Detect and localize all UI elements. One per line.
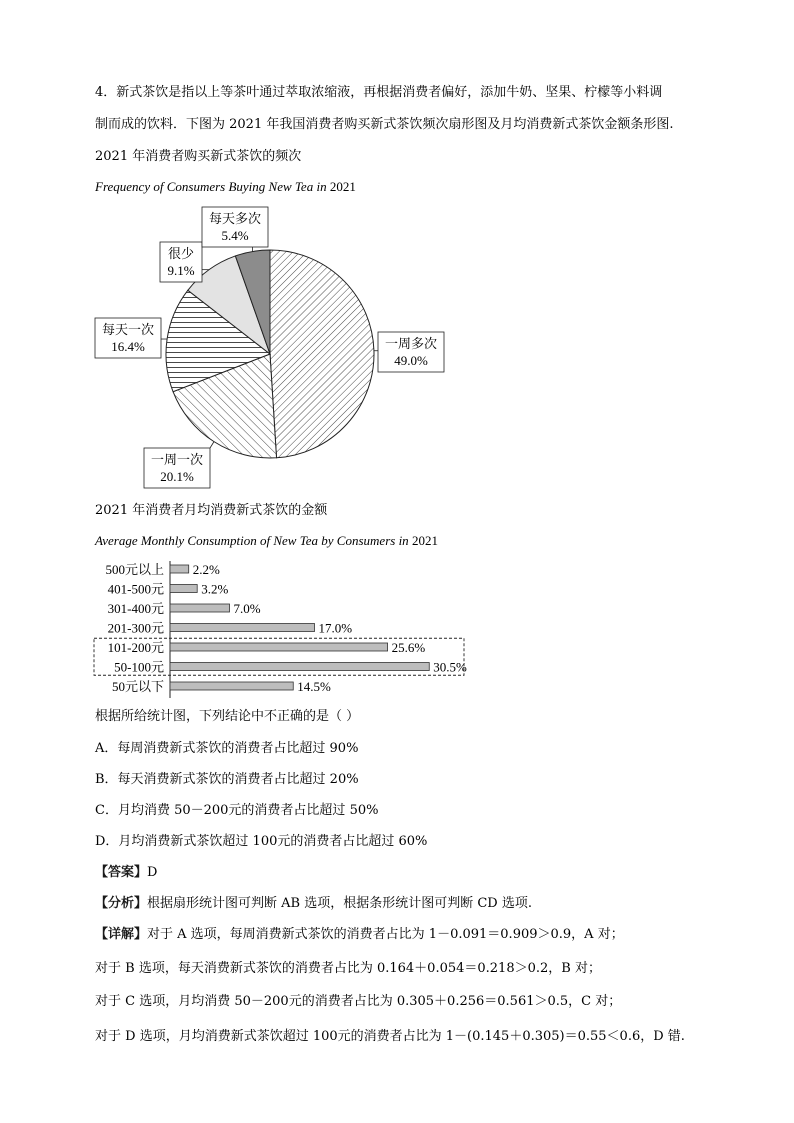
bar-3	[170, 604, 230, 612]
bar-category-label-5: 101-200元	[107, 640, 164, 655]
bar-title-en	[95, 532, 438, 550]
question-line-2: 制而成的饮料．下图为 2021 年我国消费者购买新式茶饮频次扇形图及月均消费新式茶饮金额条形图.	[95, 117, 674, 132]
bar-category-label-1: 500元以上	[105, 562, 164, 577]
answer-text: D	[147, 865, 158, 880]
option-c: C．月均消费 50－200元的消费者占比超过 50%	[95, 803, 379, 818]
pie-slice-value-2: 20.1%	[160, 469, 194, 484]
pie-slice-label-2: 一周一次	[150, 452, 204, 467]
pie-slice-1	[270, 250, 374, 458]
pie-title-en	[95, 178, 356, 196]
bar-6	[170, 663, 429, 671]
pie-slice-value-1: 49.0%	[394, 353, 428, 368]
pie-title-en-year: 2021	[329, 179, 356, 194]
answer-line	[95, 864, 157, 882]
bar-value-label-3: 7.0%	[233, 601, 261, 616]
answer-tag: 【答案】	[95, 865, 148, 880]
detail-line-2: 对于 B 选项，每天消费新式茶饮的消费者占比为 0.164＋0.054＝0.218＞0.2，B 对；	[95, 961, 601, 976]
bar-title-cn: 2021 年消费者月均消费新式茶饮的金额	[95, 503, 328, 518]
question-stem: 根据所给统计图，下列结论中不正确的是（ ）	[95, 709, 360, 724]
pie-chart	[0, 195, 794, 495]
bar-2	[170, 585, 197, 593]
bar-value-label-4: 17.0%	[318, 620, 353, 636]
bar-title-en-year: 2021	[411, 533, 438, 548]
bar-chart	[0, 556, 794, 701]
detail-text-1: 对于 A 选项，每周消费新式茶饮的消费者占比为 1－0.091＝0.909＞0.9，A 对；	[147, 927, 624, 942]
bar-5	[170, 643, 388, 651]
analysis-line	[95, 895, 532, 913]
pie-title-en-text: Frequency of Consumers Buying New Tea in	[95, 179, 327, 194]
bar-category-label-2: 401-500元	[107, 581, 164, 597]
bar-category-label-6: 50-100元	[114, 659, 164, 675]
bar-value-label-1: 2.2%	[192, 562, 220, 577]
option-a: A．每周消费新式茶饮的消费者占比超过 90%	[95, 741, 359, 756]
bar-1	[170, 565, 189, 573]
pie-slice-value-3: 16.4%	[111, 339, 145, 354]
question-line-1: 4．新式茶饮是指以上等茶叶通过萃取浓缩液，再根据消费者偏好，添加牛奶、坚果、柠檬等小料调	[95, 85, 663, 100]
pie-leader-2	[210, 442, 214, 448]
option-b: B．每天消费新式茶饮的消费者占比超过 20%	[95, 772, 359, 787]
analysis-tag: 【分析】	[95, 896, 148, 911]
bar-value-label-7: 14.5%	[297, 679, 331, 694]
detail-line-3: 对于 C 选项，月均消费 50－200元的消费者占比为 0.305＋0.256＝0.561＞0.5，C 对；	[95, 994, 622, 1009]
pie-slice-label-4: 很少	[167, 246, 195, 261]
bar-title-en-text: Average Monthly Consumption of New Tea by Consumers in	[95, 533, 409, 548]
bar-marks	[94, 561, 467, 698]
bar-4	[170, 624, 315, 632]
analysis-text: 根据扇形统计图可判断 AB 选项，根据条形统计图可判断 CD 选项.	[147, 896, 532, 911]
pie-slice-label-5: 每天多次	[208, 211, 262, 226]
detail-tag: 【详解】	[95, 927, 148, 942]
pie-slice-label-1: 一周多次	[384, 336, 438, 351]
pie-slice-value-4: 9.1%	[167, 263, 195, 278]
bar-value-label-6: 30.5%	[433, 659, 467, 675]
option-d: D．月均消费新式茶饮超过 100元的消费者占比超过 60%	[95, 834, 428, 849]
detail-line-4: 对于 D 选项，月均消费新式茶饮超过 100元的消费者占比为 1－(0.145＋0.305)＝0.55＜0.6，D 错.	[95, 1029, 685, 1044]
bar-category-label-3: 301-400元	[107, 601, 164, 616]
bar-value-label-2: 3.2%	[201, 581, 229, 597]
detail-line-1	[95, 926, 624, 944]
pie-title-cn: 2021 年消费者购买新式茶饮的频次	[95, 149, 302, 164]
pie-slice-value-5: 5.4%	[221, 228, 249, 243]
bar-category-label-4: 201-300元	[107, 620, 164, 636]
bar-category-label-7: 50元以下	[111, 679, 164, 694]
bar-value-label-5: 25.6%	[391, 640, 426, 655]
bar-7	[170, 682, 293, 690]
pie-slice-label-3: 每天一次	[101, 322, 155, 337]
